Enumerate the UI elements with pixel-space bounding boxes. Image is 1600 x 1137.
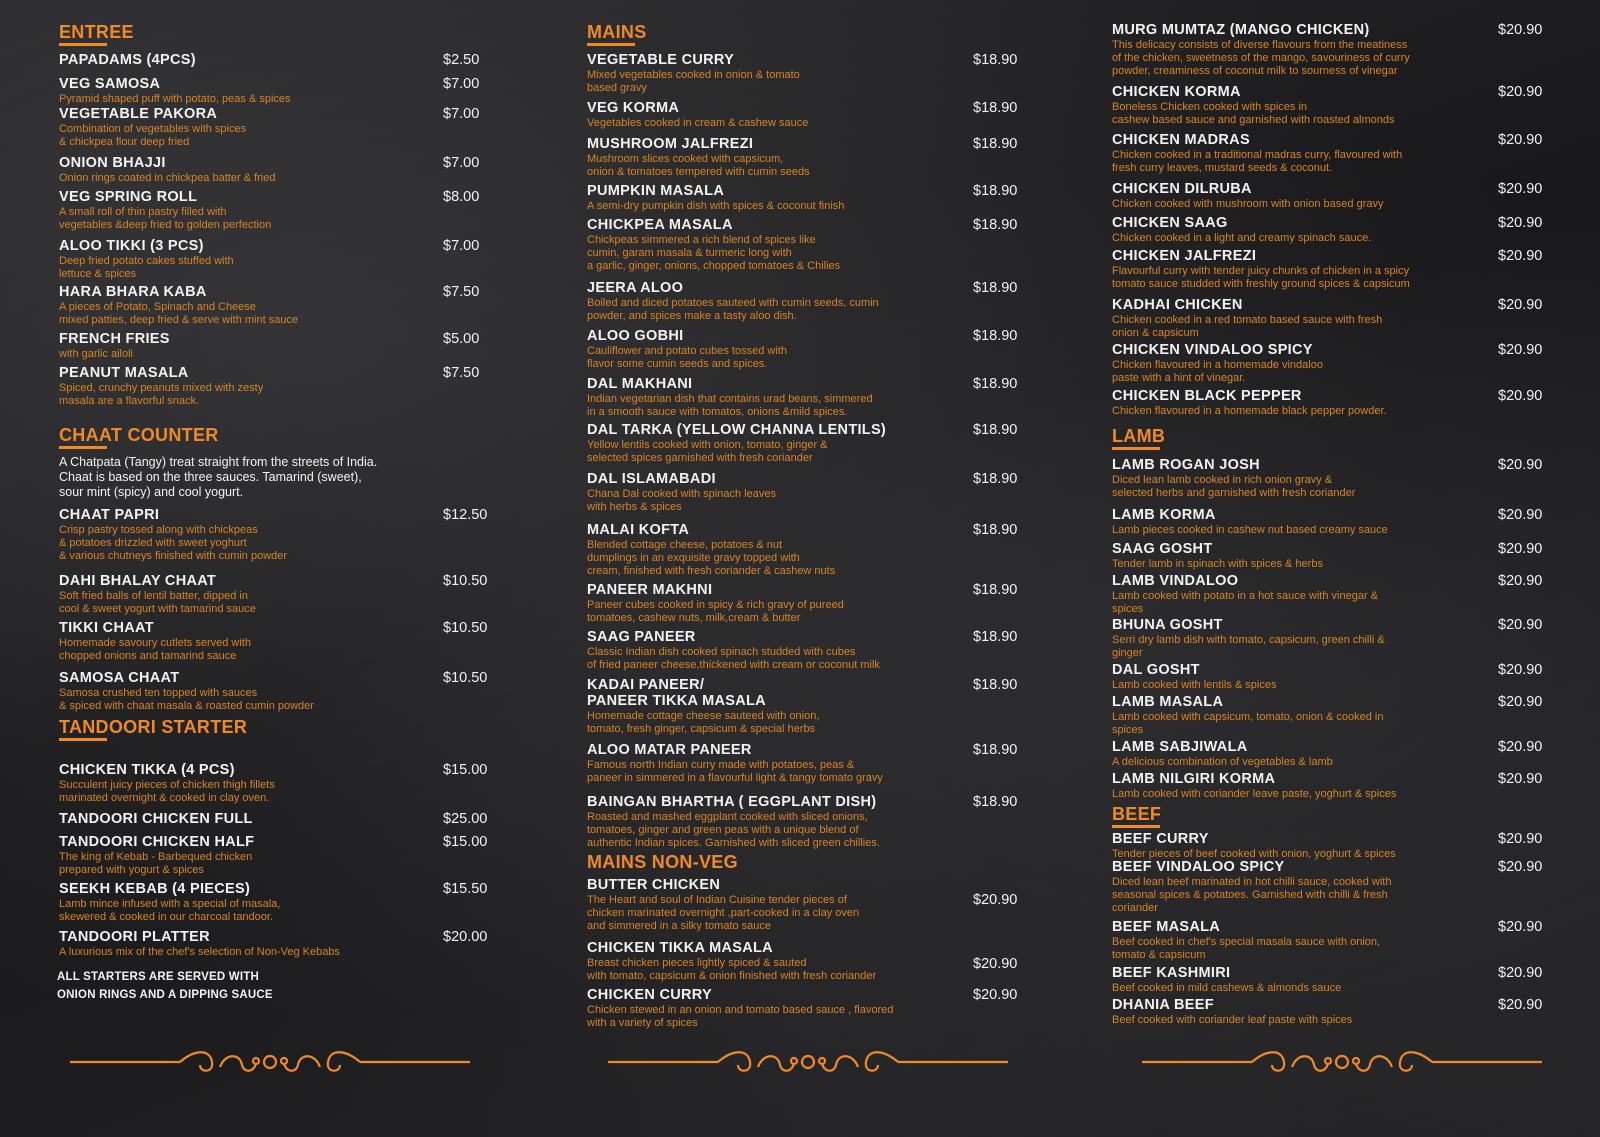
menu-item-name: LAMB VINDALOO (1112, 573, 1239, 589)
menu-item-price: $18.90 (973, 582, 1018, 598)
menu-item-price: $20.00 (443, 929, 488, 945)
section-title-entree: ENTREE (59, 22, 134, 42)
section-title-beef: BEEF (1112, 804, 1162, 824)
menu-item-price: $20.90 (1498, 132, 1543, 148)
menu-item-name: CHICKPEA MASALA (587, 217, 733, 233)
menu-item-name: CHICKEN CURRY (587, 987, 713, 1003)
menu-item-name: DAHI BHALAY CHAAT (59, 573, 217, 589)
menu-item-name: CHICKEN SAAG (1112, 215, 1228, 231)
menu-item-name: KADHAI CHICKEN (1112, 297, 1243, 313)
menu-item-description: Blended cottage cheese, potatoes & nut dumplings in an exquisite gravy topped with cream, finished with fresh coriander & cashew nuts (587, 539, 836, 577)
menu-item-description: Beef cooked in mild cashews & almonds sauce (1112, 982, 1342, 994)
menu-item-price: $18.90 (973, 183, 1018, 199)
menu-item-price: $15.00 (443, 762, 488, 778)
menu-item-price: $15.00 (443, 834, 488, 850)
menu-item-description: Serri dry lamb dish with tomato, capsicum, green chilli & ginger (1112, 634, 1385, 659)
section-title-tandoori-starter: TANDOORI STARTER (59, 717, 248, 737)
menu-item-price: $20.90 (973, 987, 1018, 1003)
menu-item-price: $10.50 (443, 670, 488, 686)
menu-item-name: TANDOORI CHICKEN HALF (59, 834, 255, 850)
ornament-divider-center (608, 1045, 1008, 1079)
section-underline (1112, 825, 1160, 828)
menu-item-description: Chicken stewed in an onion and tomato based sauce , flavored with a variety of spices (587, 1004, 894, 1029)
menu-item-description: Tender lamb in spinach with spices & herbs (1112, 558, 1323, 570)
menu-item-price: $5.00 (443, 331, 480, 347)
menu-item-name: VEG KORMA (587, 100, 680, 116)
menu-item-description: The Heart and soul of Indian Cuisine tender pieces of chicken marinated overnight ,part-cooked in a clay oven and simmered in a silky tomato sauce (587, 894, 860, 932)
menu-item-price: $18.90 (973, 677, 1018, 693)
menu-item-price: $20.90 (1498, 965, 1543, 981)
menu-item-description: Yellow lentils cooked with onion, tomato, ginger & selected spices garnished with fresh coriander (587, 439, 828, 464)
menu-item-name: CHICKEN VINDALOO SPICY (1112, 342, 1313, 358)
menu-item-description: Homemade cottage cheese sauteed with onion, tomato, fresh ginger, capsicum & special herbs (587, 710, 820, 735)
menu-item-price: $20.90 (1498, 248, 1543, 264)
menu-item-name: SAAG PANEER (587, 629, 696, 645)
menu-item-description: Lamb mince infused with a special of masala, skewered & cooked in our charcoal tandoor. (59, 898, 281, 923)
menu-item-name: BAINGAN BHARTHA ( EGGPLANT DISH) (587, 794, 877, 810)
menu-item-name: LAMB SABJIWALA (1112, 739, 1248, 755)
menu-item-name: CHAAT PAPRI (59, 507, 160, 523)
menu-item-name: VEG SPRING ROLL (59, 189, 198, 205)
menu-item-price: $20.90 (1498, 997, 1543, 1013)
menu-item-price: $18.90 (973, 280, 1018, 296)
menu-item-price: $18.90 (973, 376, 1018, 392)
menu-item-description: Indian vegetarian dish that contains urad beans, simmered in a smooth sauce with tomatos, onions &mild spices. (587, 393, 873, 418)
menu-item-price: $20.90 (1498, 617, 1543, 633)
menu-item-price: $7.50 (443, 284, 480, 300)
menu-item-description: Pyramid shaped puff with potato, peas & spices (59, 93, 291, 105)
menu-item-name: VEG SAMOSA (59, 76, 161, 92)
menu-item-name: FRENCH FRIES (59, 331, 170, 347)
menu-item-description: Roasted and mashed eggplant cooked with sliced onions, tomatoes, ginger and green peas with a unique blend of authentic Indian spices. Garnished with sliced green chillies. (587, 811, 880, 849)
menu-item-price: $18.90 (973, 522, 1018, 538)
menu-item-name: DAL ISLAMABADI (587, 471, 716, 487)
section-underline (59, 43, 107, 46)
menu-item-price: $18.90 (973, 217, 1018, 233)
menu-item-name: CHICKEN TIKKA MASALA (587, 940, 773, 956)
menu-item-price: $18.90 (973, 100, 1018, 116)
menu-item-name: BEEF VINDALOO SPICY (1112, 859, 1285, 875)
menu-item-price: $20.90 (1498, 181, 1543, 197)
menu-item-name: BUTTER CHICKEN (587, 877, 721, 893)
menu-item-description: Beef cooked with coriander leaf paste with spices (1112, 1014, 1353, 1026)
menu-item-name: ALOO MATAR PANEER (587, 742, 752, 758)
section-underline (59, 446, 107, 449)
menu-item-name: PANEER MAKHNI (587, 582, 713, 598)
menu-item-price: $25.00 (443, 811, 488, 827)
menu-item-name: BHUNA GOSHT (1112, 617, 1223, 633)
ornament-divider-left (70, 1045, 470, 1079)
menu-item-description: This delicacy consists of diverse flavours from the meatiness of the chicken, sweetness of the mango, savouriness of curry powder, creaminess of coconut milk to sourness of vinegar (1112, 39, 1410, 77)
menu-item-name: ALOO GOBHI (587, 328, 684, 344)
menu-item-price: $20.90 (1498, 919, 1543, 935)
menu-item-name: JEERA ALOO (587, 280, 684, 296)
menu-item-name: LAMB KORMA (1112, 507, 1216, 523)
menu-item-price: $7.00 (443, 76, 480, 92)
menu-item-price: $18.90 (973, 136, 1018, 152)
menu-item-price: $12.50 (443, 507, 488, 523)
menu-item-name: TANDOORI PLATTER (59, 929, 210, 945)
menu-item-price: $7.00 (443, 155, 480, 171)
menu-item-name: VEGETABLE CURRY (587, 52, 735, 68)
menu-item-description: A semi-dry pumpkin dish with spices & coconut finish (587, 200, 845, 212)
menu-item-name: LAMB NILGIRI KORMA (1112, 771, 1276, 787)
menu-item-description: Chicken cooked in a traditional madras curry, flavoured with fresh curry leaves, mustard seeds & coconut. (1112, 149, 1403, 174)
menu-item-price: $18.90 (973, 52, 1018, 68)
menu-item-price: $20.90 (1498, 662, 1543, 678)
menu-item-price: $20.90 (1498, 215, 1543, 231)
menu-item-price: $20.90 (1498, 457, 1543, 473)
menu-item-price: $20.90 (1498, 694, 1543, 710)
menu-item-description: Diced lean lamb cooked in rich onion gravy & selected herbs and garnished with fresh coriander (1112, 474, 1356, 499)
menu-item-name: BEEF KASHMIRI (1112, 965, 1231, 981)
menu-item-name: BEEF CURRY (1112, 831, 1209, 847)
menu-item-name: DAL TARKA (YELLOW CHANNA LENTILS) (587, 422, 887, 438)
menu-item-name: DAL GOSHT (1112, 662, 1200, 678)
menu-item-price: $7.50 (443, 365, 480, 381)
menu-item-price: $20.90 (1498, 771, 1543, 787)
menu-item-price: $20.90 (973, 956, 1018, 972)
menu-item-description: Lamb cooked with potato in a hot sauce with vinegar & spices (1112, 590, 1378, 615)
menu-item-description: Onion rings coated in chickpea batter & fried (59, 172, 276, 184)
menu-item-price: $18.90 (973, 328, 1018, 344)
menu-item-price: $20.90 (1498, 297, 1543, 313)
menu-item-name: TIKKI CHAAT (59, 620, 154, 636)
menu-item-name: ONION BHAJJI (59, 155, 166, 171)
menu-item-description: Lamb cooked with lentils & spices (1112, 679, 1277, 691)
menu-item-price: $15.50 (443, 881, 488, 897)
menu-item-description: Homemade savoury cutlets served with chopped onions and tamarind sauce (59, 637, 251, 662)
menu-item-description: Samosa crushed ten topped with sauces & spiced with chaat masala & roasted cumin powder (59, 687, 314, 712)
menu-item-name: CHICKEN KORMA (1112, 84, 1241, 100)
menu-item-description: The king of Kebab - Barbequed chicken prepared with yogurt & spices (59, 851, 253, 876)
menu-item-name: MUSHROOM JALFREZI (587, 136, 754, 152)
menu-item-price: $20.90 (1498, 859, 1543, 875)
menu-item-name: CHICKEN BLACK PEPPER (1112, 388, 1302, 404)
menu-item-price: $20.90 (1498, 342, 1543, 358)
menu-item-price: $20.90 (1498, 22, 1543, 38)
menu-item-name: SEEKH KEBAB (4 PIECES) (59, 881, 251, 897)
menu-item-description: Lamb cooked with capsicum, tomato, onion & cooked in spices (1112, 711, 1384, 736)
menu-item-name: CHICKEN MADRAS (1112, 132, 1250, 148)
menu-item-description: Beef cooked in chef's special masala sauce with onion, tomato & capsicum (1112, 936, 1381, 961)
menu-item-name: MALAI KOFTA (587, 522, 690, 538)
menu-item-name: CHICKEN TIKKA (4 PCS) (59, 762, 235, 778)
menu-item-description: Chana Dal cooked with spinach leaves with herbs & spices (587, 488, 776, 513)
section-underline (1112, 447, 1160, 450)
menu-item-price: $18.90 (973, 471, 1018, 487)
menu-item-description: Chicken flavoured in a homemade black pepper powder. (1112, 405, 1387, 417)
menu-item-price: $20.90 (1498, 831, 1543, 847)
menu-item-description: Crisp pastry tossed along with chickpeas & potatoes drizzled with sweet yoghurt & various chutneys finished with cumin powder (59, 524, 288, 562)
menu-item-name: LAMB ROGAN JOSH (1112, 457, 1260, 473)
menu-item-description: Flavourful curry with tender juicy chunks of chicken in a spicy tomato sauce studded with freshly ground spices & capsicum (1112, 265, 1410, 290)
menu-item-description: Diced lean beef marinated in hot chilli sauce, cooked with seasonal spices & potatoes. Garnished with chilli & fresh coriander (1112, 876, 1392, 914)
menu-item-price: $10.50 (443, 573, 488, 589)
menu-item-name: SAAG GOSHT (1112, 541, 1213, 557)
section-title-lamb: LAMB (1112, 426, 1166, 446)
menu-item-description: Boiled and diced potatoes sauteed with cumin seeds, cumin powder, and spices make a tasty aloo dish. (587, 297, 879, 322)
menu-item-price: $18.90 (973, 742, 1018, 758)
menu-item-description: Chicken cooked in a red tomato based sauce with fresh onion & capsicum (1112, 314, 1383, 339)
menu-item-description: Famous north Indian curry made with potatoes, peas & paneer in simmered in a flavourful light & tangy tomato gravy (587, 759, 883, 784)
menu-item-name: LAMB MASALA (1112, 694, 1224, 710)
menu-item-price: $18.90 (973, 794, 1018, 810)
menu-item-price: $20.90 (1498, 541, 1543, 557)
menu-item-description: A small roll of thin pastry filled with vegetables &deep fried to golden perfection (59, 206, 272, 231)
menu-item-name: SAMOSA CHAAT (59, 670, 180, 686)
menu-item-price: $20.90 (1498, 507, 1543, 523)
menu-item-description: Paneer cubes cooked in spicy & rich gravy of pureed tomatoes, cashew nuts, milk,cream & butter (587, 599, 844, 624)
menu-item-price: $20.90 (1498, 388, 1543, 404)
menu-item-name: DAL MAKHANI (587, 376, 693, 392)
section-title-mains: MAINS (587, 22, 647, 42)
section-underline (59, 738, 107, 741)
starters-footer-note: ALL STARTERS ARE SERVED WITH ONION RINGS AND A DIPPING SAUCE (57, 971, 273, 1001)
menu-item-name: PUMPKIN MASALA (587, 183, 725, 199)
menu-item-name: MURG MUMTAZ (MANGO CHICKEN) (1112, 22, 1370, 38)
menu-item-description: Tender pieces of beef cooked with onion, yoghurt & spices (1112, 848, 1396, 860)
section-title-chaat-counter: CHAAT COUNTER (59, 425, 219, 445)
menu-item-price: $20.90 (1498, 573, 1543, 589)
menu-item-name: DHANIA BEEF (1112, 997, 1214, 1013)
menu-item-description: A pieces of Potato, Spinach and Cheese mixed patties, deep fried & serve with mint sauce (59, 301, 299, 326)
menu-item-description: Cauliflower and potato cubes tossed with flavor some cumin seeds and spices. (587, 345, 787, 370)
menu-item-name: PAPADAMS (4PCS) (59, 52, 196, 68)
menu-item-price: $8.00 (443, 189, 480, 205)
menu-item-description: Lamb pieces cooked in cashew nut based creamy sauce (1112, 524, 1388, 536)
menu-item-description: with garlic ailoli (59, 348, 133, 360)
menu-item-description: Chicken cooked with mushroom with onion based gravy (1112, 198, 1384, 210)
menu-item-description: Breast chicken pieces lightly spiced & sauted with tomato, capsicum & onion finished with fresh coriander (587, 957, 877, 982)
menu-item-description: Vegetables cooked in cream & cashew sauce (587, 117, 809, 129)
menu-item-description: Soft fried balls of lentil batter, dipped in cool & sweet yogurt with tamarind sauce (59, 590, 256, 615)
menu-item-description: Mixed vegetables cooked in onion & tomato based gravy (587, 69, 800, 94)
ornament-divider-right (1142, 1045, 1542, 1079)
menu-item-description: Spiced, crunchy peanuts mixed with zesty masala are a flavorful snack. (59, 382, 264, 407)
menu-item-description: Chickpeas simmered a rich blend of spices like cumin, garam masala & turmeric long with a garlic, ginger, onions, chopped tomatoes & Chilies (587, 234, 841, 272)
menu-item-description: Succulent juicy pieces of chicken thigh fillets marinated overnight & cooked in clay oven. (59, 779, 275, 804)
menu-item-description: Classic Indian dish cooked spinach studded with cubes of fried paneer cheese,thickened with cream or coconut milk (587, 646, 880, 671)
menu-item-price: $18.90 (973, 629, 1018, 645)
menu-item-name: KADAI PANEER/ PANEER TIKKA MASALA (587, 677, 766, 709)
menu-item-description: Chicken cooked in a light and creamy spinach sauce. (1112, 232, 1372, 244)
menu-item-name: CHICKEN DILRUBA (1112, 181, 1252, 197)
menu-item-price: $7.00 (443, 106, 480, 122)
menu-item-name: TANDOORI CHICKEN FULL (59, 811, 253, 827)
menu-item-price: $18.90 (973, 422, 1018, 438)
menu-item-name: CHICKEN JALFREZI (1112, 248, 1257, 264)
menu-item-price: $20.90 (973, 892, 1018, 908)
menu-item-price: $20.90 (1498, 84, 1543, 100)
menu-item-description: Deep fried potato cakes stuffed with lettuce & spices (59, 255, 234, 280)
menu-item-name: ALOO TIKKI (3 PCS) (59, 238, 204, 254)
menu-item-price: $2.50 (443, 52, 480, 68)
menu-item-price: $20.90 (1498, 739, 1543, 755)
menu-item-description: Chicken flavoured in a homemade vindaloo paste with a hint of vinegar. (1112, 359, 1323, 384)
section-title-mains-non-veg: MAINS NON-VEG (587, 852, 738, 872)
menu-item-description: A luxurious mix of the chef's selection of Non-Veg Kebabs (59, 946, 340, 958)
menu-item-description: A delicious combination of vegetables & lamb (1112, 756, 1333, 768)
menu-item-name: PEANUT MASALA (59, 365, 189, 381)
menu-item-price: $10.50 (443, 620, 488, 636)
menu-item-name: HARA BHARA KABA (59, 284, 207, 300)
menu-item-description: Mushroom slices cooked with capsicum, onion & tomatoes tempered with cumin seeds (587, 153, 810, 178)
menu-item-description: Combination of vegetables with spices & chickpea flour deep fried (59, 123, 247, 148)
section-underline (587, 43, 635, 46)
menu-item-name: BEEF MASALA (1112, 919, 1221, 935)
menu-item-name: VEGETABLE PAKORA (59, 106, 218, 122)
menu-item-description: Lamb cooked with coriander leave paste, yoghurt & spices (1112, 788, 1397, 800)
menu-item-price: $7.00 (443, 238, 480, 254)
chaat-intro-text: A Chatpata (Tangy) treat straight from the streets of India. Chaat is based on the three sauces. Tamarind (sweet), sour mint (spicy) and cool yogurt. (59, 455, 378, 499)
menu-item-description: Boneless Chicken cooked with spices in cashew based sauce and garnished with roasted almonds (1112, 101, 1395, 126)
